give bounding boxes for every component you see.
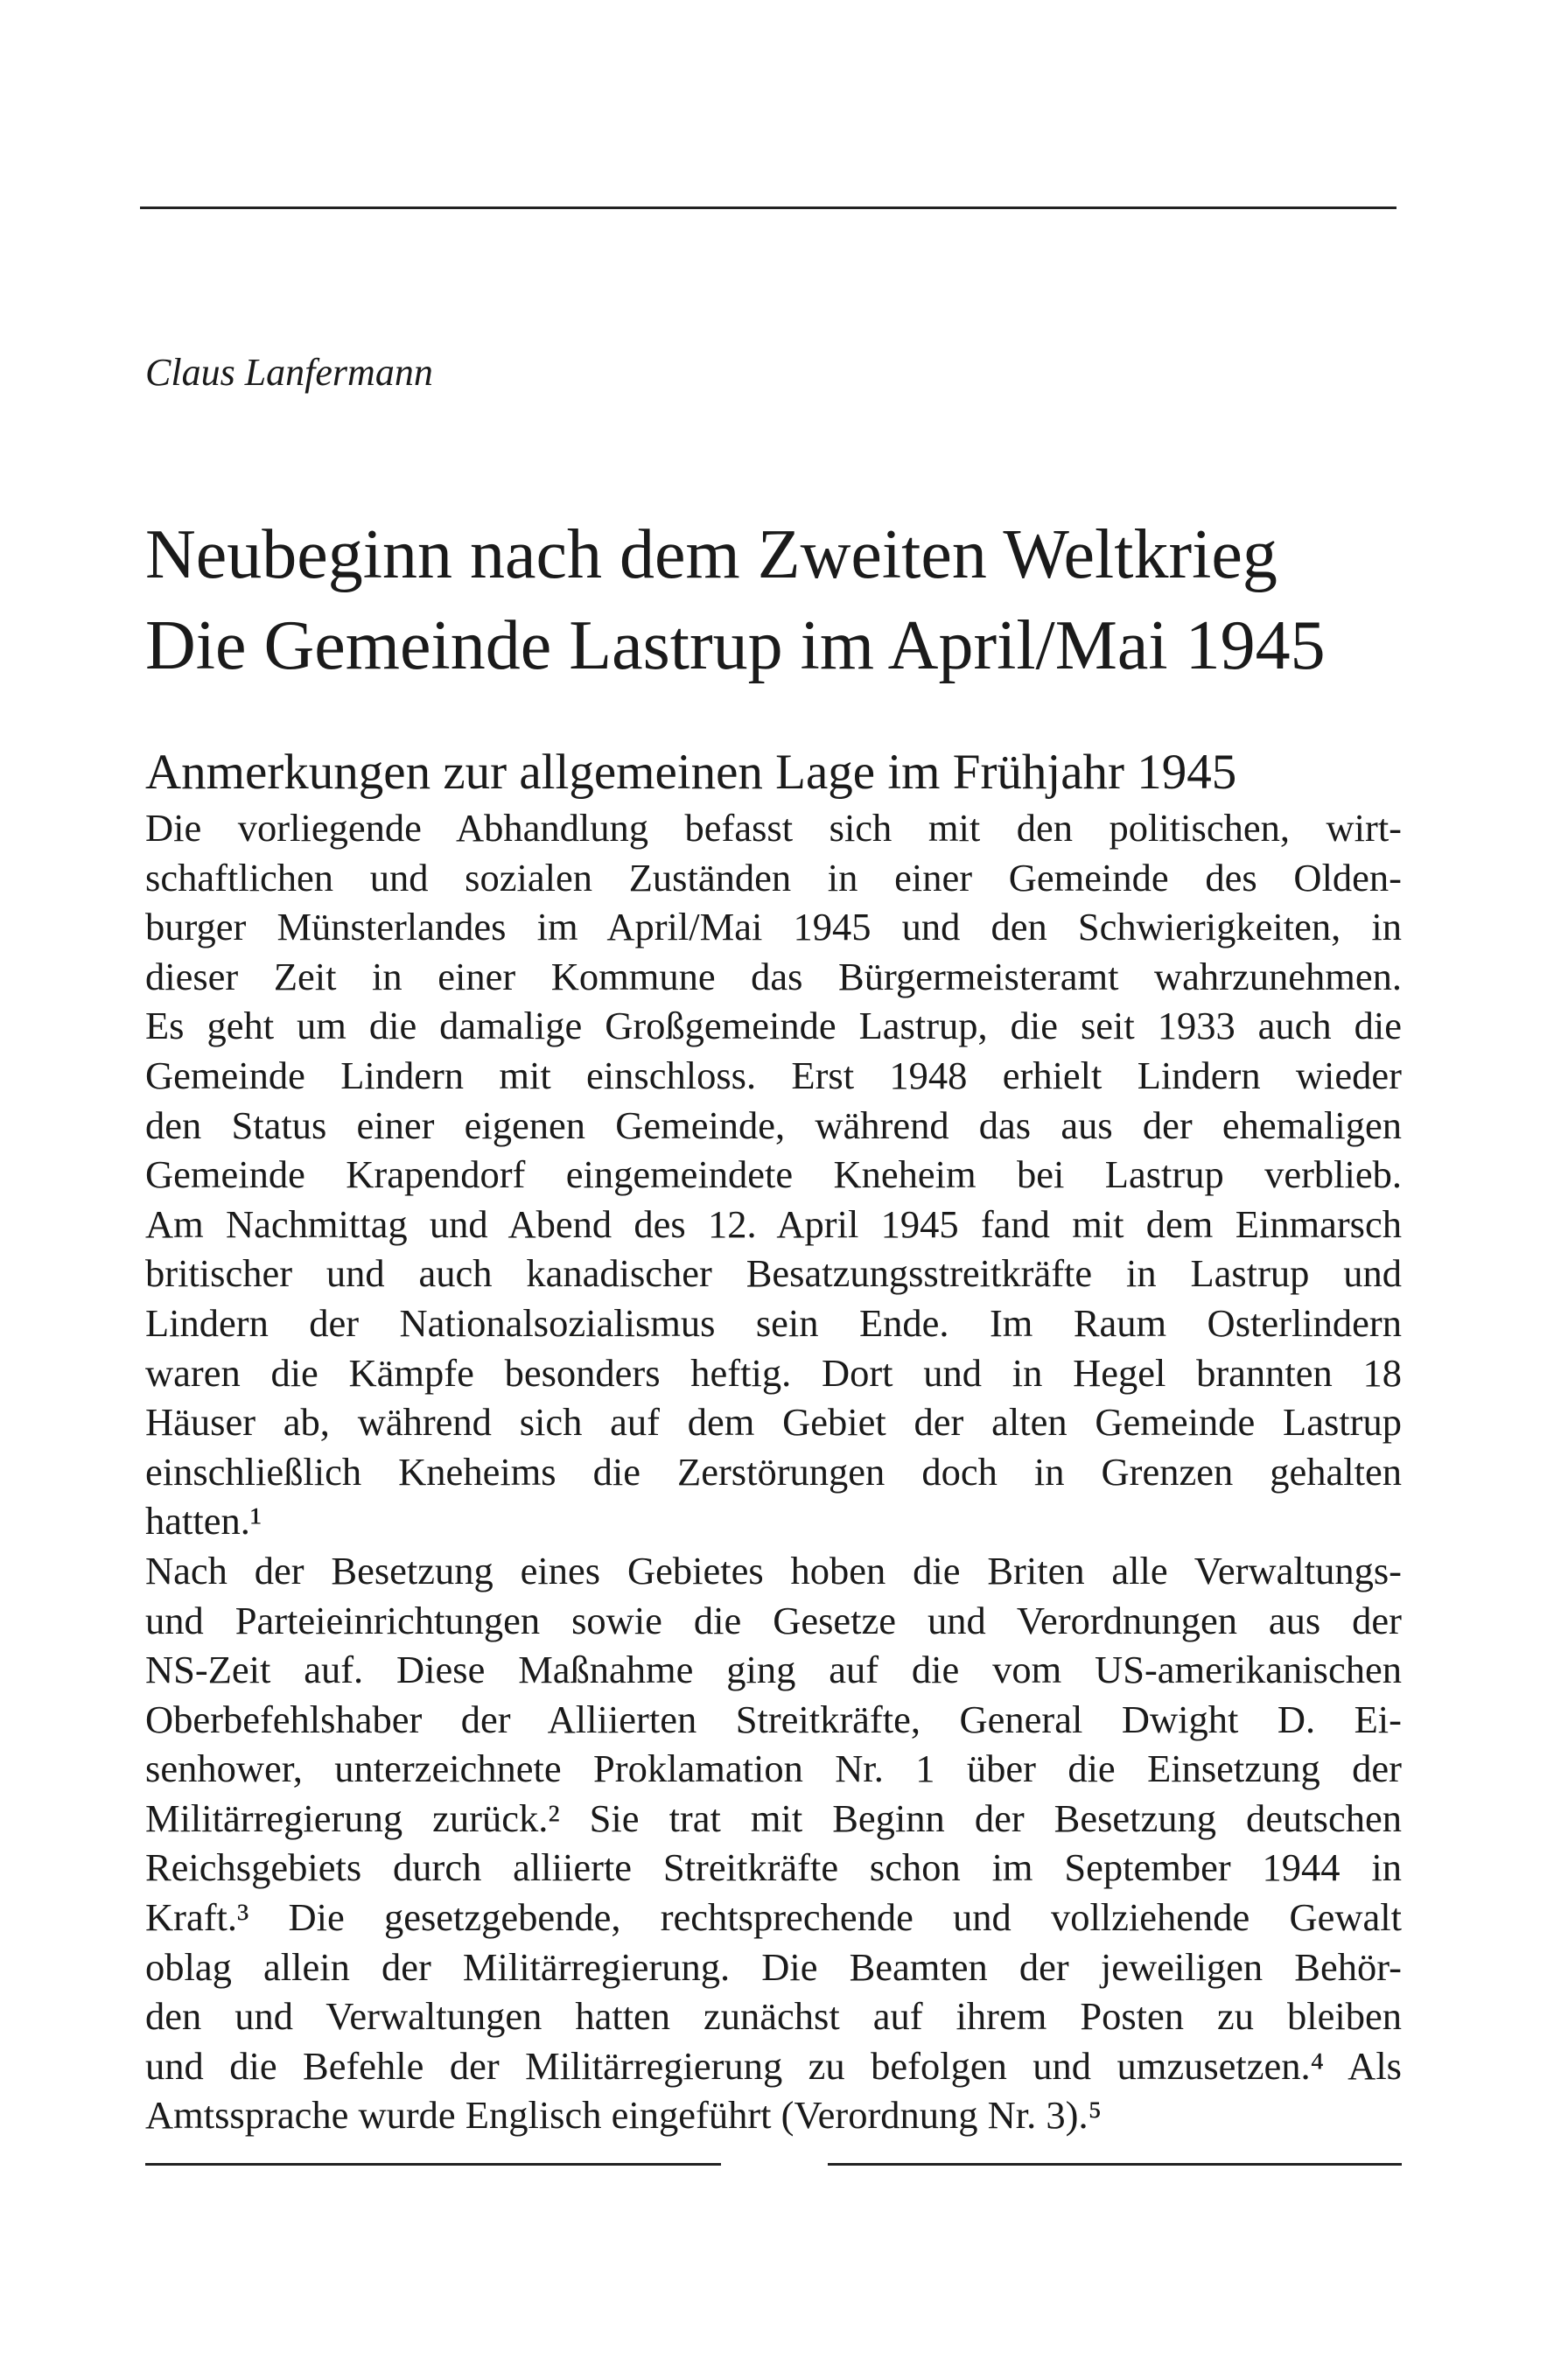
text-line: britischer und auch kanadischer Besatzungsstreitkräfte in Lastrup und	[145, 1251, 1402, 1296]
text-line: Die vorliegende Abhandlung befasst sich mit den politischen, wirt-	[145, 806, 1402, 850]
title-line: Die Gemeinde Lastrup im April/Mai 1945	[145, 607, 1326, 684]
text-line: Oberbefehlshaber der Alliierten Streitkräfte, General Dwight D. Ei-	[145, 1697, 1402, 1741]
bottom-rule-left	[145, 2163, 721, 2166]
text-line: Am Nachmittag und Abend des 12. April 1945 fand mit dem Einmarsch	[145, 1201, 1402, 1246]
text-line: Nach der Besetzung eines Gebietes hoben die Briten alle Verwaltungs-	[145, 1548, 1402, 1592]
section-heading: Anmerkungen zur allgemeinen Lage im Frühjahr 1945	[145, 745, 1237, 800]
text-line: Amtssprache wurde Englisch eingeführt (Verordnung Nr. 3).⁵	[145, 2093, 1102, 2138]
body-text	[145, 803, 1402, 2140]
text-line: einschließlich Kneheims die Zerstörungen doch in Grenzen gehalten	[145, 1449, 1402, 1494]
text-line: und die Befehle der Militärregierung zu befolgen und umzusetzen.⁴ Als	[145, 2043, 1402, 2088]
text-line: Kraft.³ Die gesetzgebende, rechtsprechende und vollziehende Gewalt	[145, 1895, 1402, 1940]
text-line: NS-Zeit auf. Diese Maßnahme ging auf die vom US-amerikanischen	[145, 1648, 1402, 1692]
bottom-rule-right	[828, 2163, 1402, 2166]
text-line: oblag allein der Militärregierung. Die Beamten der jeweiligen Behör-	[145, 1944, 1402, 1989]
text-line: den und Verwaltungen hatten zunächst auf ihrem Posten zu bleiben	[145, 1994, 1402, 2039]
text-line: senhower, unterzeichnete Proklamation Nr. 1 über die Einsetzung der	[145, 1746, 1402, 1791]
text-line: waren die Kämpfe besonders heftig. Dort und in Hegel brannten 18	[145, 1350, 1402, 1395]
text-line: Gemeinde Lindern mit einschloss. Erst 1948 erhielt Lindern wieder	[145, 1053, 1402, 1097]
text-line: Reichsgebiets durch alliierte Streitkräfte schon im September 1944 in	[145, 1845, 1402, 1890]
text-line: den Status einer eigenen Gemeinde, während das aus der ehemaligen	[145, 1102, 1402, 1147]
text-line: Lindern der Nationalsozialismus sein Ende. Im Raum Osterlindern	[145, 1300, 1402, 1345]
text-line: und Parteieinrichtungen sowie die Gesetze und Verordnungen aus der	[145, 1598, 1402, 1642]
text-line: Häuser ab, während sich auf dem Gebiet der alten Gemeinde Lastrup	[145, 1400, 1402, 1445]
text-line: Militärregierung zurück.² Sie trat mit Beginn der Besetzung deutschen	[145, 1796, 1402, 1840]
text-line: schaftlichen und sozialen Zuständen in einer Gemeinde des Olden-	[145, 855, 1402, 900]
author-name: Claus Lanfermann	[145, 351, 433, 394]
text-line: burger Münsterlandes im April/Mai 1945 und den Schwierigkeiten, in	[145, 905, 1402, 949]
text-line: dieser Zeit in einer Kommune das Bürgermeisteramt wahrzunehmen.	[145, 954, 1402, 998]
article-title	[145, 509, 1405, 691]
title-line: Neubeginn nach dem Zweiten Weltkrieg	[145, 516, 1278, 593]
text-line: Gemeinde Krapendorf eingemeindete Kneheim bei Lastrup verblieb.	[145, 1152, 1402, 1197]
text-line: hatten.¹	[145, 1499, 262, 1544]
top-rule	[140, 206, 1396, 209]
text-line: Es geht um die damalige Großgemeinde Lastrup, die seit 1933 auch die	[145, 1004, 1402, 1048]
